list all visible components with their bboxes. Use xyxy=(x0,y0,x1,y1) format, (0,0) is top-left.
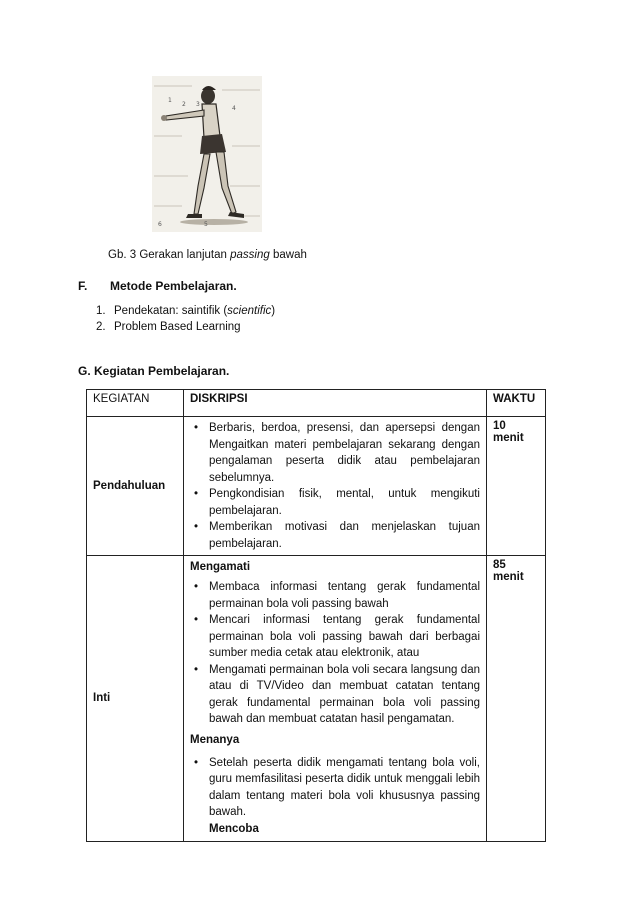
subheading-menanya: Menanya xyxy=(190,733,240,746)
list-item: • Berbaris, berdoa, presensi, dan apersepsi dengan Mengaitkan materi pembelajaran sekarang dengan pengalaman peserta didik atau pembelajaran sebelumnya. xyxy=(190,420,480,486)
caption-italic: passing xyxy=(230,249,270,261)
caption-prefix: Gb. 3 Gerakan lanjutan xyxy=(108,249,227,261)
figure-number: 3 xyxy=(196,101,200,108)
figure-number: 6 xyxy=(158,221,162,228)
list-item: • Memberikan motivasi dan menjelaskan tujuan pembelajaran. xyxy=(190,519,480,552)
section-title: Metode Pembelajaran. xyxy=(110,279,237,293)
diskripsi-cell xyxy=(184,417,487,556)
bullet-list xyxy=(190,755,480,821)
diskripsi-cell xyxy=(184,556,487,842)
kegiatan-cell: Inti xyxy=(87,556,184,842)
header-diskripsi: DISKRIPSI xyxy=(184,390,487,417)
figure-image xyxy=(152,76,262,232)
bullet-list xyxy=(190,420,480,552)
list-text: Problem Based Learning xyxy=(114,321,241,333)
figure-number: 1 xyxy=(168,97,172,104)
learning-activities-table xyxy=(86,389,546,842)
subheading-mencoba: Mencoba xyxy=(209,822,259,835)
figure-number: 2 xyxy=(182,101,186,108)
list-number: 2. xyxy=(96,321,106,333)
waktu-cell: 10 menit xyxy=(487,417,546,556)
list-after: ) xyxy=(271,305,276,317)
subheading-mengamati: Mengamati xyxy=(190,561,251,573)
list-item xyxy=(96,303,275,319)
table-header-row xyxy=(87,390,546,417)
list-item: • Membaca informasi tentang gerak fundamental permainan bola voli passing bawah xyxy=(190,579,480,612)
list-italic: scientific xyxy=(227,305,272,317)
table-row xyxy=(87,556,546,842)
section-f-heading xyxy=(78,279,237,293)
list-text: Pendekatan: saintifik ( xyxy=(114,305,228,317)
method-list xyxy=(96,303,275,335)
volleyball-player-figure-icon xyxy=(152,76,262,232)
figure-number: 5 xyxy=(204,221,208,228)
figure-number: 4 xyxy=(232,105,236,112)
header-kegiatan: KEGIATAN xyxy=(87,390,184,417)
header-waktu: WAKTU xyxy=(487,390,546,417)
table-row xyxy=(87,417,546,556)
list-item xyxy=(96,319,275,335)
list-item: • Mengamati permainan bola voli secara langsung dan atau di TV/Video dan membuat catatan tentang gerak fundamental permainan bola voli passing bawah dan membuat catatan hasil pengamatan. xyxy=(190,662,480,728)
waktu-cell: 85 menit xyxy=(487,556,546,842)
section-number: F. xyxy=(78,279,88,293)
list-item: • Pengkondisian fisik, mental, untuk mengikuti pembelajaran. xyxy=(190,486,480,519)
list-number: 1. xyxy=(96,305,106,317)
figure-caption xyxy=(108,249,307,261)
list-item: • Setelah peserta didik mengamati tentang bola voli, guru memfasilitasi peserta didik untuk menggali lebih dalam tentang materi bola voli khususnya passing bawah. xyxy=(190,755,480,821)
section-g-heading: G. Kegiatan Pembelajaran. xyxy=(78,364,230,378)
caption-suffix: bawah xyxy=(272,249,307,261)
bullet-list xyxy=(190,579,480,728)
kegiatan-cell: Pendahuluan xyxy=(87,417,184,556)
list-item: • Mencari informasi tentang gerak fundamental permainan bola voli passing bawah dari berbagai sumber media cetak atau elektronik, atau xyxy=(190,612,480,662)
